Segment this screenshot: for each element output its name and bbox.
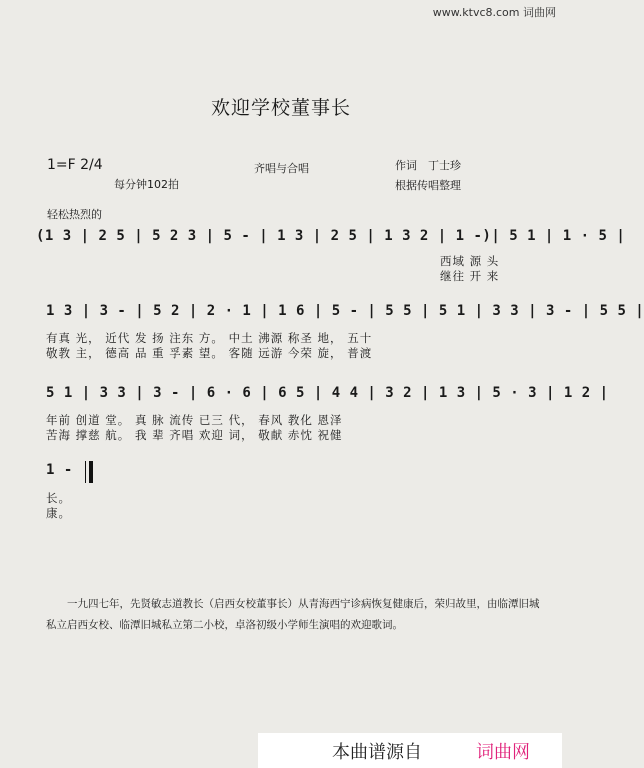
lyrics-line-3-verse-1: 年前 创道 堂。 真 脉 流传 已三 代， 春风 教化 恩泽	[46, 413, 343, 427]
background-note: 一九四七年，先贤敏志道教长（启西女校董事长）从青海西宁诊病恢复健康后，荣归故里，由临潭旧城私立启西女校、临潭旧城私立第二小校，卓洛初级小学师生演唱的欢迎歌词。	[46, 598, 540, 631]
tempo: 每分钟102拍	[114, 178, 179, 191]
lyrics-line-1-verse-2: 继往 开 来	[440, 269, 500, 283]
key-signature: 1=F 2/4	[47, 157, 103, 173]
lyricist: 作词 丁士珍	[395, 159, 461, 172]
lyrics-line-4-verse-1: 长。	[46, 491, 71, 505]
arrangement: 根据传唱整理	[395, 179, 461, 192]
site-watermark: www.ktvc8.com 词曲网	[432, 6, 556, 19]
lyrics-line-2-verse-1: 有真 光， 近代 发 扬 注东 方。 中土 沸源 称圣 地， 五十	[46, 331, 373, 345]
score-line-3: 5 1 | 3 3 | 3 - | 6 · 6 | 6 5 | 4 4 | 3 2 | 1 3 | 5 · 3 | 1 2 |	[46, 385, 609, 401]
expression-mark: 轻松热烈的	[47, 208, 102, 221]
lyrics-line-3-verse-2: 苦海 撑慈 航。 我 辈 齐唱 欢迎 词， 敬献 赤忱 祝健	[46, 428, 343, 442]
final-barline-thick	[89, 461, 93, 483]
lyrics-line-4-verse-2: 康。	[46, 506, 71, 520]
song-title: 欢迎学校董事长	[210, 97, 351, 119]
footer-brand-link[interactable]: 词曲网	[476, 742, 530, 763]
lyrics-line-2-verse-2: 敬教 主， 德高 品 重 孚素 望。 客随 远游 今荣 旋， 普渡	[46, 346, 373, 360]
score-line-2: 1 3 | 3 - | 5 2 | 2 · 1 | 1 6 | 5 - | 5 5 | 5 1 | 3 3 | 3 - | 5 5 |	[46, 303, 644, 319]
final-barline-thin	[85, 461, 86, 483]
score-line-1: (1 3 | 2 5 | 5 2 3 | 5 - | 1 3 | 2 5 | 1 3 2 | 1 -)| 5 1 | 1 · 5 |	[36, 228, 626, 244]
performance-type: 齐唱与合唱	[254, 162, 309, 175]
lyrics-line-1-verse-1: 西域 源 头	[440, 254, 500, 268]
score-line-4: 1 -	[46, 462, 73, 478]
footer-label: 本曲谱源自	[332, 742, 422, 763]
